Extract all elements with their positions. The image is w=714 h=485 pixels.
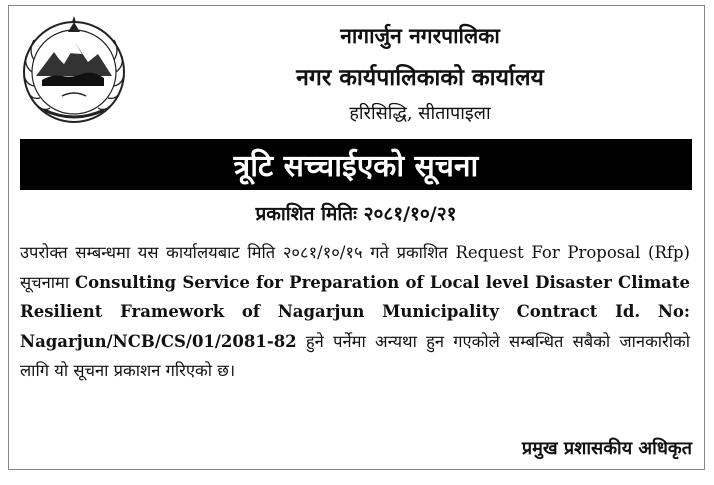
office-name: नगर कार्यपालिकाको कार्यालय <box>296 64 544 91</box>
notice-body-closing: हुने पर्नेमा अन्यथा हुन गएकोले सम्बन्धित सबैको जानकारीको लागि यो सूचना प्रकाशन गरिएको छ। <box>20 331 690 380</box>
notice-title-banner <box>20 139 692 190</box>
notice-body <box>20 238 690 386</box>
nepal-emblem-icon <box>14 10 134 130</box>
notice-body-intro: उपरोक्त सम्बन्धमा यस कार्यालयबाट मिति २०८१/१०/१५ गते प्रकाशित Request For Proposal (Rfp) सूचनामा <box>20 243 690 292</box>
notice-title: त्रूटि सच्चाईएको सूचना <box>233 149 479 184</box>
office-address: हरिसिद्धि, सीतापाइला <box>349 103 491 124</box>
notice-body-project: Consulting Service for Preparation of Local level Disaster Climate Resilient Framework of Nagarjun Municipality Contract Id. No: Nagarjun/NCB/CS/01/2081-82 <box>20 272 690 351</box>
municipality-name: नागार्जुन नगरपालिका <box>340 23 500 48</box>
published-date: प्रकाशित मितिः २०८१/१०/२१ <box>255 203 457 225</box>
signatory-title: प्रमुख प्रशासकीय अधिकृत <box>521 438 692 459</box>
